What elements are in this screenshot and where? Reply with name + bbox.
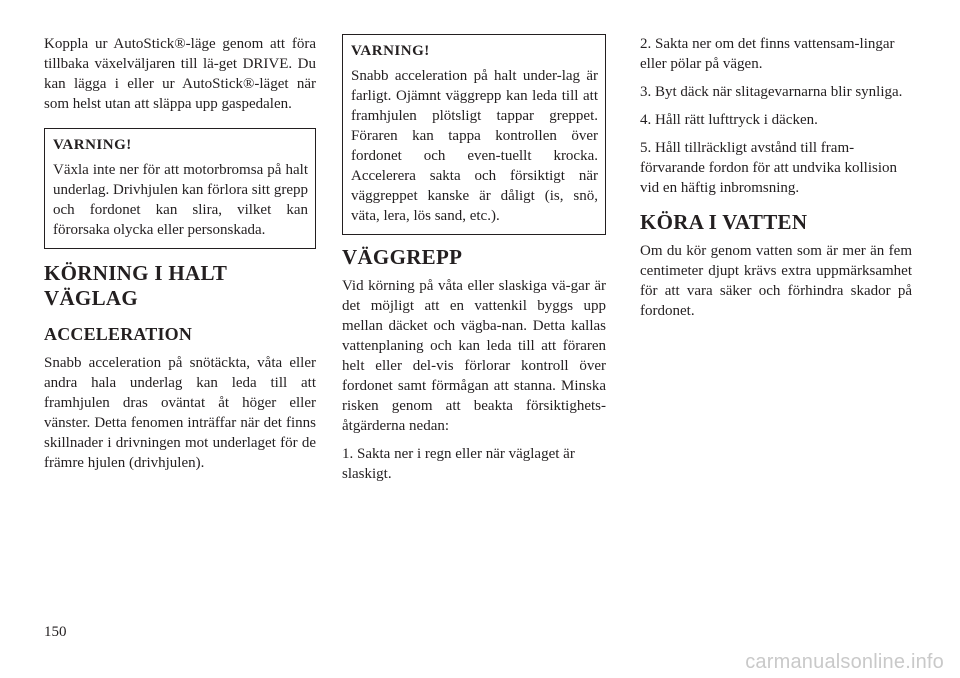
warning-title: VARNING! — [351, 43, 430, 59]
hydroplaning-paragraph: Vid körning på våta eller slaskiga vä-gar är det möjligt att en vattenkil byggs upp mellan däcket och vägba-nan. Detta kallas vattenplaning och kan leda till att föraren helt eller del-vis förlorar kontroll över fordonet samt förmågan att stanna. Minska risken genom att beakta försiktighets-åtgärderna nedan: — [342, 278, 606, 434]
subheading-acceleration: ACCELERATION — [44, 324, 193, 344]
warning-box-acceleration — [342, 34, 606, 235]
list-item-4: 4. Håll rätt lufttryck i däcken. — [640, 112, 818, 128]
list-item-5: 5. Håll tillräckligt avstånd till fram-förvarande fordon för att undvika kollision vid en häftig inbromsning. — [640, 140, 898, 196]
page-number: 150 — [44, 624, 67, 640]
list-item-2: 2. Sakta ner om det finns vattensam-lingar eller pölar på vägen. — [640, 36, 895, 72]
warning-title: VARNING! — [53, 137, 132, 153]
heading-line-2: VÄGLAG — [44, 286, 138, 310]
warning-box-engine-braking — [44, 128, 316, 249]
list-item-3: 3. Byt däck när slitagevarnarna blir synliga. — [640, 84, 903, 100]
section-heading-slippery-roads — [44, 261, 316, 311]
list-item-1: 1. Sakta ner i regn eller när väglaget är slaskigt. — [342, 446, 575, 482]
acceleration-paragraph: Snabb acceleration på snötäckta, våta eller andra hala underlag kan leda till att framhjulen dras oväntat åt höger eller vänster. Detta fenomen inträffar när det finns skillnader i drivningen mot underlaget för de främre hjulen (drivhjulen). — [44, 355, 316, 471]
column-middle — [342, 34, 606, 492]
warning-text: Snabb acceleration på halt under-lag är farligt. Ojämnt väggrepp kan leda till att framhjulen plötsligt tappar greppet. Föraren kan tappa kontrollen över fordonet och even-tuellt krocka. Accelerera sakta och försiktigt när väggreppet kanske är dåligt (is, snö, väta, lera, lös sand, etc.). — [351, 68, 598, 224]
driving-through-water-paragraph: Om du kör genom vatten som är mer än fem centimeter djupt krävs extra uppmärksamhet för att vara säker och förhindra skador på fordonet. — [640, 243, 912, 319]
column-left — [44, 34, 316, 481]
warning-text: Växla inte ner för att motorbromsa på halt underlag. Drivhjulen kan förlora sitt grepp och fordonet kan slira, vilket kan förorsaka olycka eller personskada. — [53, 162, 308, 238]
watermark: carmanualsonline.info — [745, 651, 944, 673]
heading-line-1: KÖRNING I HALT — [44, 261, 228, 285]
column-right — [640, 34, 912, 329]
autostick-paragraph: Koppla ur AutoStick®-läge genom att föra tillbaka växelväljaren till lä-get DRIVE. Du kan lägga i eller ur AutoStick®-läget när som helst utan att släppa upp gaspedalen. — [44, 36, 316, 112]
section-heading-traction: VÄGGREPP — [342, 245, 463, 269]
section-heading-driving-through-water: KÖRA I VATTEN — [640, 210, 808, 234]
